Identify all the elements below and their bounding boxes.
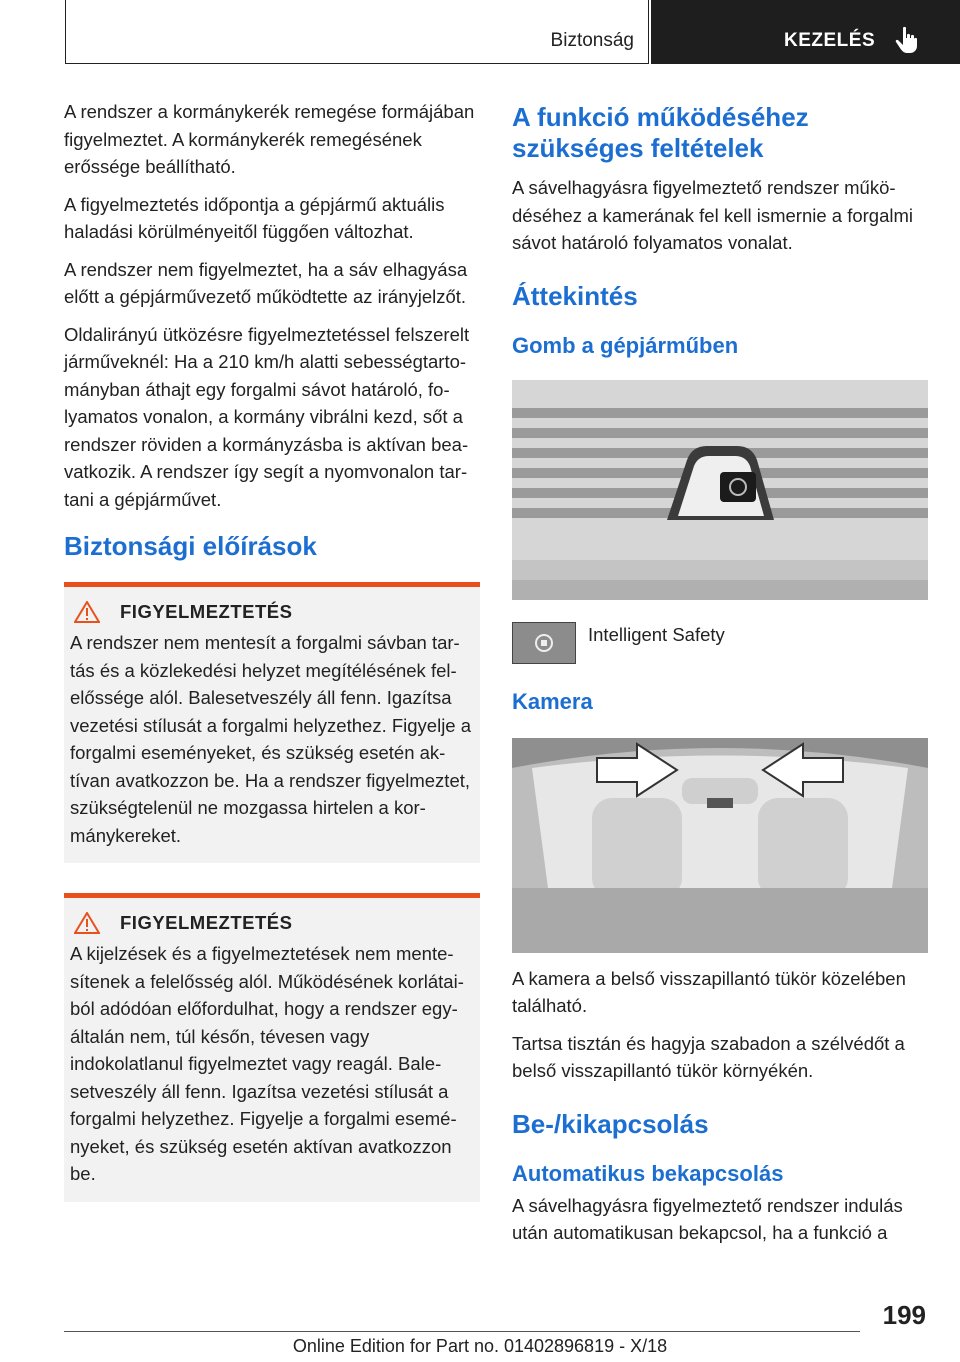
button-label: Intelligent Safety: [588, 623, 725, 645]
camera-photo: [512, 738, 928, 953]
camera-heading: Kamera: [512, 688, 593, 714]
footer-divider: [64, 1331, 860, 1332]
header-section-title: Biztonság: [550, 30, 634, 51]
warning-title: FIGYELMEZTETÉS: [120, 912, 293, 933]
auto-heading: Automatikus bekapcsolás: [512, 1160, 784, 1186]
button-photo-illustration: [512, 380, 928, 600]
warning-triangle-icon: [74, 912, 100, 934]
header-chapter-tab[interactable]: [651, 0, 960, 64]
paragraph: Oldalirányú ütközésre figyelmeztetéssel felszerelt járműveknél: Ha a 210 km/h alatti sebességtartományban áthajt egy forgalmi sávot határoló, folyamatos vonalon, a kormány vibrálni kezd, sőt a rendszer röviden a kormányzásba is aktívan beavatkozik. A rendszer így segít a nyomvonalon tartani a gépjárművet.: [64, 323, 470, 510]
hand-pointer-icon: [895, 26, 919, 54]
onoff-heading: Be-/kikapcsolás: [512, 1108, 709, 1139]
button-heading: Gomb a gépjárműben: [512, 332, 739, 358]
warning-box: [64, 582, 480, 863]
requirements-heading: A funkció működéséhez szükséges feltételek: [512, 102, 809, 163]
overview-heading: Áttekintés: [512, 280, 638, 311]
header-section-box: [65, 0, 649, 64]
paragraph: A figyelmeztetés időpontja a gépjármű aktuális haladási körülményeitől függően változhat.: [64, 193, 445, 242]
warning-text: A rendszer nem mentesít a forgalmi sávban tartás és a közlekedési helyzet megítélésének felelőssége alól. Balesetveszély áll fenn. Igazítsa vezetési stílusát a forgalmi helyzethez. Figyelje a forgalmi eseményeket, és szükség esetén aktívan avatkozzon be. Ha a rendszer figyelmeztet, szükségtelenül ne mozgassa hirtelen a kormánykereket.: [70, 632, 472, 846]
footer-edition: Online Edition for Part no. 01402896819 - X/18: [292, 1336, 668, 1356]
page-number: 199: [882, 1300, 926, 1330]
warning-text: A kijelzések és a figyelmeztetések nem mentesítenek a felelősség alól. Működésének korlátaiból adódóan előfordulhat, hogy a rendszer egyáltalán nem, túl későn, tévesen vagy indokolatlanul figyelmeztet vagy reagál. Balesetveszély áll fenn. Igazítsa vezetési stílusát a forgalmi helyzethez. Figyelje a forgalmi eseményeket, és szükség esetén aktívan avatkozzon be.: [70, 943, 464, 1184]
requirements-text: A sávelhagyásra figyelmeztető rendszer működéséhez a kamerának fel kell ismernie a forgalmi sávot határoló folyamatos vonalat.: [512, 177, 914, 253]
right-column: [512, 98, 928, 1257]
left-column: [64, 98, 480, 1202]
safety-heading: Biztonsági előírások: [64, 531, 317, 561]
header-chapter-label: KEZELÉS: [784, 30, 876, 51]
warning-box: [64, 893, 480, 1202]
camera-photo-illustration: [512, 738, 928, 953]
camera-text: A kamera a belső visszapillantó tükör közelében található.: [512, 967, 906, 1016]
paragraph: A rendszer a kormánykerék remegése formájában figyelmeztet. A kormánykerék remegésének erőssége beállítható.: [64, 101, 475, 177]
button-photo: [512, 380, 928, 600]
intelligent-safety-icon: [512, 622, 576, 664]
button-legend: [512, 622, 928, 664]
camera-text: Tartsa tisztán és hagyja szabadon a szélvédőt a belső visszapillantó tükör környékén.: [512, 1032, 905, 1081]
paragraph: A rendszer nem figyelmeztet, ha a sáv elhagyása előtt a gépjárművezető működtette az irányjelzőt.: [64, 258, 468, 307]
warning-title: FIGYELMEZTETÉS: [120, 601, 293, 622]
warning-triangle-icon: [74, 601, 100, 623]
auto-text: A sávelhagyásra figyelmeztető rendszer indulás után automatikusan bekapcsol, ha a funkció a: [512, 1194, 903, 1243]
